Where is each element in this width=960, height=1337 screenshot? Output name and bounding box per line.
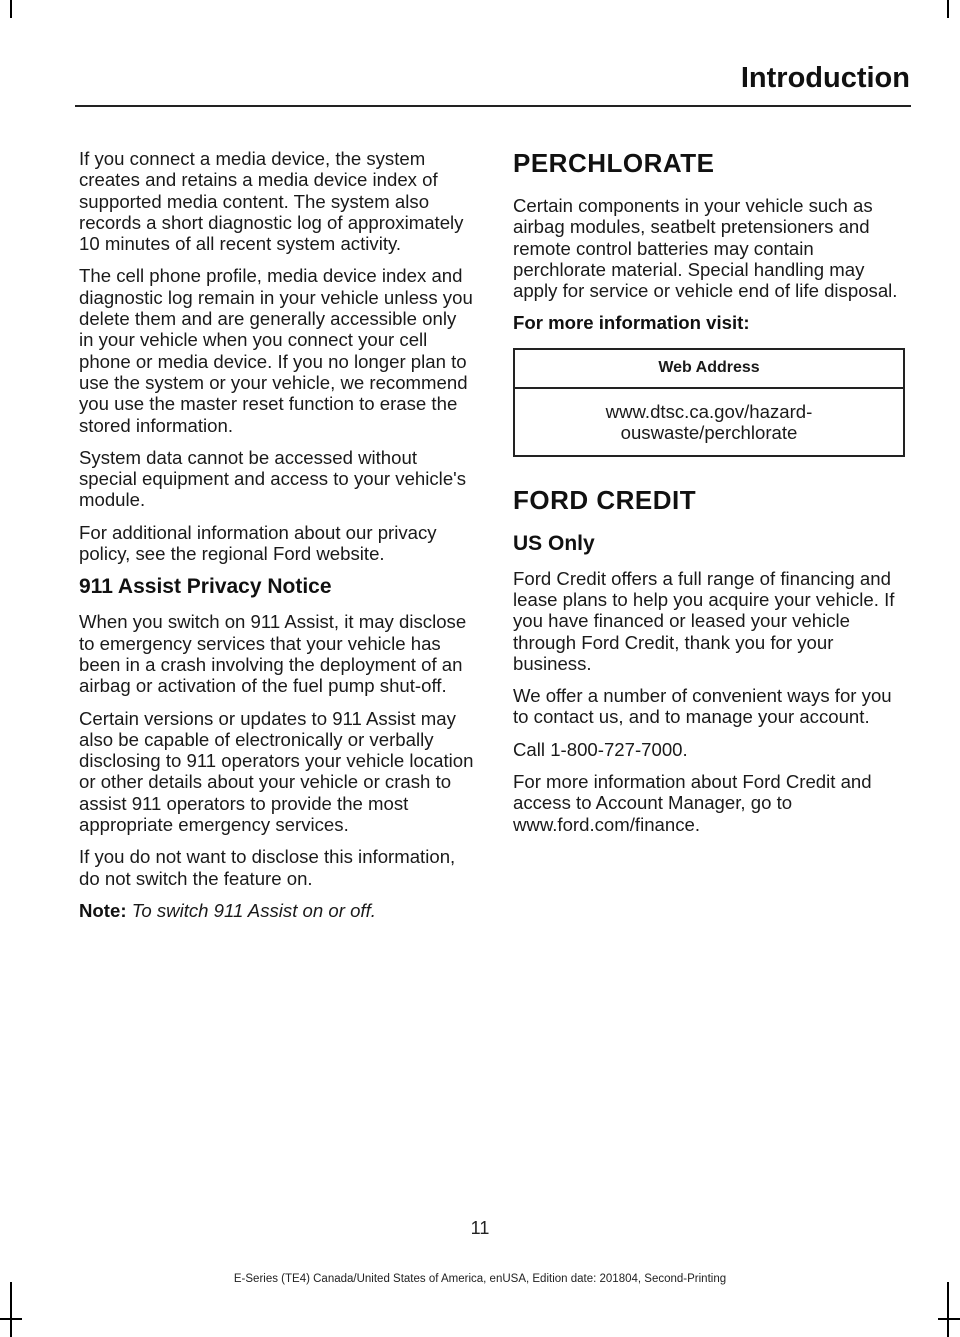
header-rule: [75, 105, 911, 107]
crop-mark: [10, 0, 12, 18]
phone-number: Call 1-800-727-7000.: [513, 738, 688, 760]
crop-mark: [938, 1318, 960, 1320]
paragraph: The cell phone profile, media device index and diagnostic log remain in your vehicle unless you delete them and are generally accessible only in your vehicle when you connect your cell phone or media device. If you no longer plan to use the system or your vehicle, we recommend you use the master reset function to erase the stored information.: [79, 265, 473, 436]
note: [79, 900, 475, 921]
crop-mark: [947, 0, 949, 18]
crop-mark: [10, 1282, 12, 1337]
crop-mark: [0, 1318, 22, 1320]
paragraph: System data cannot be accessed without special equipment and access to your vehicle's module.: [79, 446, 467, 511]
perchlorate-heading: PERCHLORATE: [513, 148, 715, 178]
web-address-link[interactable]: www.dtsc.ca.gov/hazard-ouswaste/perchlorate: [514, 388, 904, 456]
publication-footer: E-Series (TE4) Canada/United States of America, enUSA, Edition date: 201804, Second-Printing: [233, 1273, 727, 1285]
paragraph: Certain components in your vehicle such as airbag modules, seatbelt pretensioners and remote control batteries may contain perchlorate material. Special handling may apply for service or vehicle end of life disposal.: [513, 195, 898, 302]
left-column: [79, 148, 475, 932]
paragraph: When you switch on 911 Assist, it may disclose to emergency services that your vehicle has been in a crash involving the deployment of an airbag or activation of the fuel pump shut-off.: [79, 611, 467, 697]
page-title: Introduction: [740, 62, 910, 94]
ford-credit-heading: FORD CREDIT: [513, 484, 697, 515]
note-label: Note:: [79, 899, 127, 921]
crop-mark: [947, 1282, 949, 1337]
table-header: Web Address: [514, 349, 904, 388]
right-column: [513, 148, 909, 846]
paragraph: We offer a number of convenient ways for you to contact us, and to manage your account.: [513, 685, 892, 728]
paragraph: Certain versions or updates to 911 Assist may also be capable of electronically or verbally disclosing to 911 operators your vehicle location or other details about your vehicle or crash to assist 911 operators to provide the most appropriate emergency services.: [79, 707, 474, 836]
page-number: 11: [470, 1218, 490, 1238]
web-address-table: [513, 348, 905, 457]
paragraph: For additional information about our privacy policy, see the regional Ford website.: [79, 521, 437, 565]
paragraph: Ford Credit offers a full range of financing and lease plans to help you acquire your vehicle. If you have financed or leased your vehicle through Ford Credit, thank you for your business.: [513, 567, 895, 674]
visit-label: For more information visit:: [513, 312, 750, 334]
paragraph: For more information about Ford Credit and access to Account Manager, go to www.ford.com/finance.: [513, 771, 872, 835]
paragraph: If you do not want to disclose this information, do not switch the feature on.: [79, 846, 456, 889]
note-text: To switch 911 Assist on or off.: [131, 899, 376, 921]
section-heading-911-assist: 911 Assist Privacy Notice: [79, 575, 332, 599]
paragraph: If you connect a media device, the system creates and retains a media device index of supported media content. The system also records a short diagnostic log of approximately 10 minutes of all recent system activity.: [79, 148, 464, 255]
us-only-subheading: US Only: [513, 531, 595, 555]
